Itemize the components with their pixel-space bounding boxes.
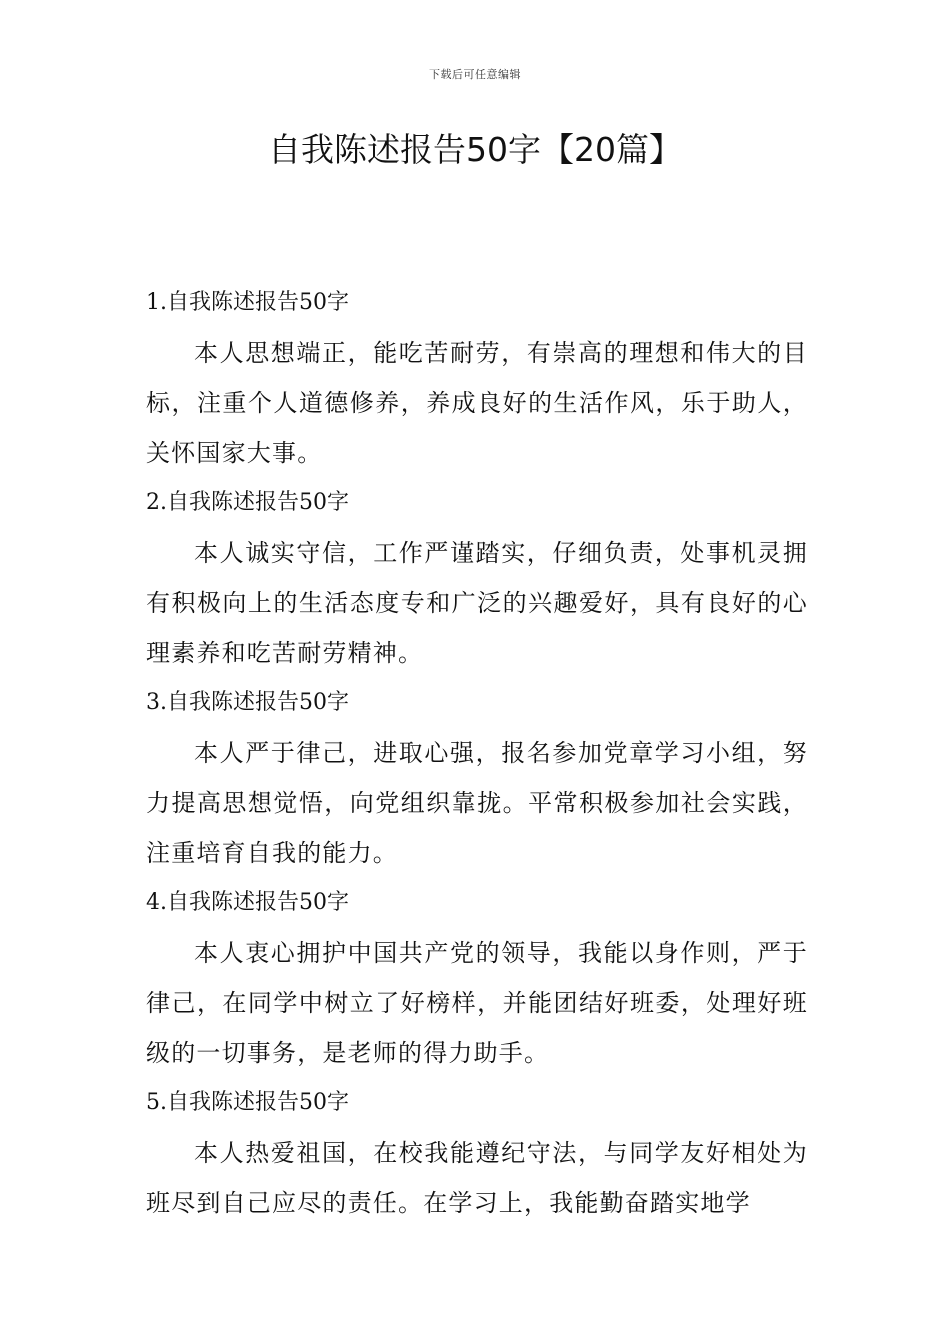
section-body: 本人热爱祖国，在校我能遵纪守法，与同学友好相处为班尽到自己应尽的责任。在学习上，我能勤奋踏实地学 xyxy=(146,1139,808,1217)
section-1 xyxy=(146,278,808,478)
section-body: 本人严于律己，进取心强，报名参加党章学习小组，努力提高思想觉悟，向党组织靠拢。平常积极参加社会实践，注重培育自我的能力。 xyxy=(146,739,808,867)
section-heading: 5.自我陈述报告50字 xyxy=(146,1090,349,1115)
section-2 xyxy=(146,478,808,678)
section-heading: 1.自我陈述报告50字 xyxy=(146,290,349,315)
section-heading: 4.自我陈述报告50字 xyxy=(146,890,349,915)
section-heading: 3.自我陈述报告50字 xyxy=(146,690,349,715)
document-content xyxy=(146,278,808,1228)
section-heading: 2.自我陈述报告50字 xyxy=(146,490,349,515)
section-4 xyxy=(146,878,808,1078)
section-body: 本人诚实守信，工作严谨踏实，仔细负责，处事机灵拥有积极向上的生活态度专和广泛的兴趣爱好，具有良好的心理素养和吃苦耐劳精神。 xyxy=(146,539,808,667)
section-body: 本人思想端正，能吃苦耐劳，有崇高的理想和伟大的目标，注重个人道德修养，养成良好的生活作风，乐于助人，关怀国家大事。 xyxy=(146,339,808,467)
section-body: 本人衷心拥护中国共产党的领导，我能以身作则，严于律己，在同学中树立了好榜样，并能团结好班委，处理好班级的一切事务，是老师的得力助手。 xyxy=(146,939,808,1067)
section-3 xyxy=(146,678,808,878)
section-5 xyxy=(146,1078,808,1228)
header-note: 下载后可任意编辑 xyxy=(429,68,521,81)
document-title: 自我陈述报告50字【20篇】 xyxy=(268,130,682,169)
